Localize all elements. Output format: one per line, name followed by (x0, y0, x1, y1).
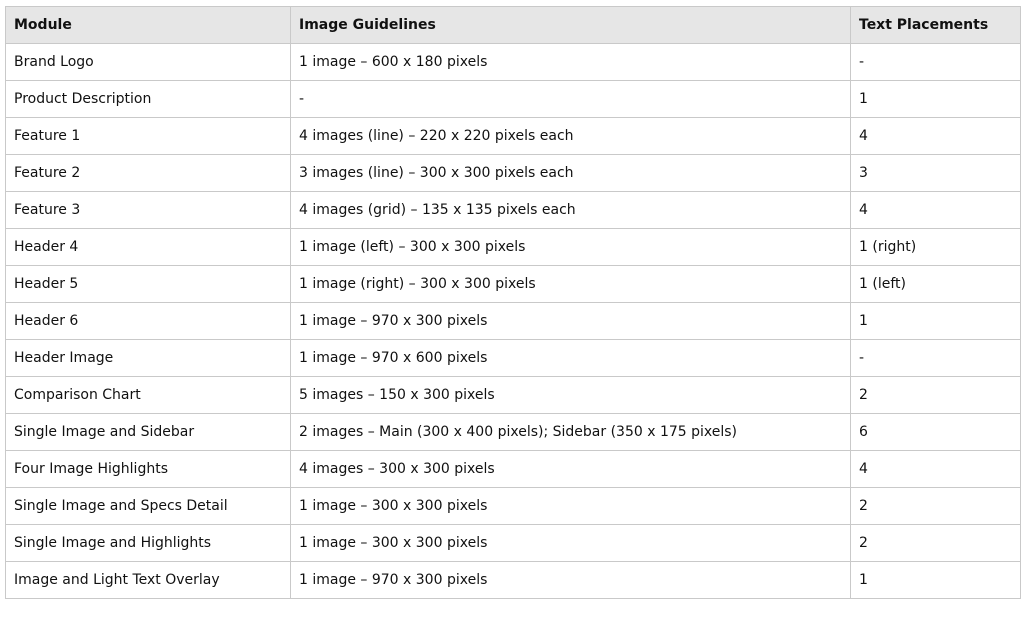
table-row (6, 303, 1021, 340)
text-placements-cell: 1 (851, 562, 1021, 599)
image-guidelines-cell: 1 image – 300 x 300 pixels (291, 488, 851, 525)
text-placements-cell: 1 (right) (851, 229, 1021, 266)
table-row (6, 81, 1021, 118)
text-placements-cell: 1 (851, 303, 1021, 340)
module-cell: Comparison Chart (6, 377, 291, 414)
text-placements-cell: 2 (851, 377, 1021, 414)
table-row (6, 488, 1021, 525)
text-placements-cell: - (851, 44, 1021, 81)
column-header-text-placements: Text Placements (851, 7, 1021, 44)
module-cell: Feature 1 (6, 118, 291, 155)
module-cell: Header 5 (6, 266, 291, 303)
image-guidelines-cell: 4 images (line) – 220 x 220 pixels each (291, 118, 851, 155)
text-placements-cell: 4 (851, 118, 1021, 155)
image-guidelines-cell: 1 image – 970 x 300 pixels (291, 303, 851, 340)
module-cell: Single Image and Sidebar (6, 414, 291, 451)
table-row (6, 377, 1021, 414)
image-guidelines-cell: 1 image – 970 x 600 pixels (291, 340, 851, 377)
table-row (6, 192, 1021, 229)
module-cell: Header Image (6, 340, 291, 377)
module-cell: Product Description (6, 81, 291, 118)
image-guidelines-cell: 5 images – 150 x 300 pixels (291, 377, 851, 414)
text-placements-cell: 1 (left) (851, 266, 1021, 303)
table-header-row (6, 7, 1021, 44)
image-guidelines-cell: 1 image (left) – 300 x 300 pixels (291, 229, 851, 266)
text-placements-cell: 4 (851, 192, 1021, 229)
image-guidelines-cell: 4 images (grid) – 135 x 135 pixels each (291, 192, 851, 229)
table-row (6, 229, 1021, 266)
module-cell: Header 4 (6, 229, 291, 266)
module-cell: Single Image and Highlights (6, 525, 291, 562)
module-cell: Feature 2 (6, 155, 291, 192)
guidelines-table (5, 6, 1021, 599)
module-cell: Feature 3 (6, 192, 291, 229)
text-placements-cell: 2 (851, 525, 1021, 562)
module-cell: Header 6 (6, 303, 291, 340)
table-row (6, 451, 1021, 488)
text-placements-cell: 6 (851, 414, 1021, 451)
image-guidelines-cell: 1 image – 600 x 180 pixels (291, 44, 851, 81)
module-cell: Four Image Highlights (6, 451, 291, 488)
text-placements-cell: 2 (851, 488, 1021, 525)
table-row (6, 118, 1021, 155)
module-cell: Image and Light Text Overlay (6, 562, 291, 599)
image-guidelines-cell: - (291, 81, 851, 118)
table-row (6, 525, 1021, 562)
image-guidelines-cell: 4 images – 300 x 300 pixels (291, 451, 851, 488)
image-guidelines-cell: 2 images – Main (300 x 400 pixels); Sidebar (350 x 175 pixels) (291, 414, 851, 451)
module-cell: Brand Logo (6, 44, 291, 81)
image-guidelines-cell: 1 image – 970 x 300 pixels (291, 562, 851, 599)
table-row (6, 266, 1021, 303)
table-row (6, 155, 1021, 192)
column-header-image-guidelines: Image Guidelines (291, 7, 851, 44)
table-row (6, 44, 1021, 81)
column-header-module: Module (6, 7, 291, 44)
module-cell: Single Image and Specs Detail (6, 488, 291, 525)
image-guidelines-cell: 1 image – 300 x 300 pixels (291, 525, 851, 562)
table-row (6, 340, 1021, 377)
table-row (6, 562, 1021, 599)
text-placements-cell: 3 (851, 155, 1021, 192)
image-guidelines-cell: 1 image (right) – 300 x 300 pixels (291, 266, 851, 303)
table-row (6, 414, 1021, 451)
image-guidelines-cell: 3 images (line) – 300 x 300 pixels each (291, 155, 851, 192)
text-placements-cell: 4 (851, 451, 1021, 488)
text-placements-cell: - (851, 340, 1021, 377)
text-placements-cell: 1 (851, 81, 1021, 118)
